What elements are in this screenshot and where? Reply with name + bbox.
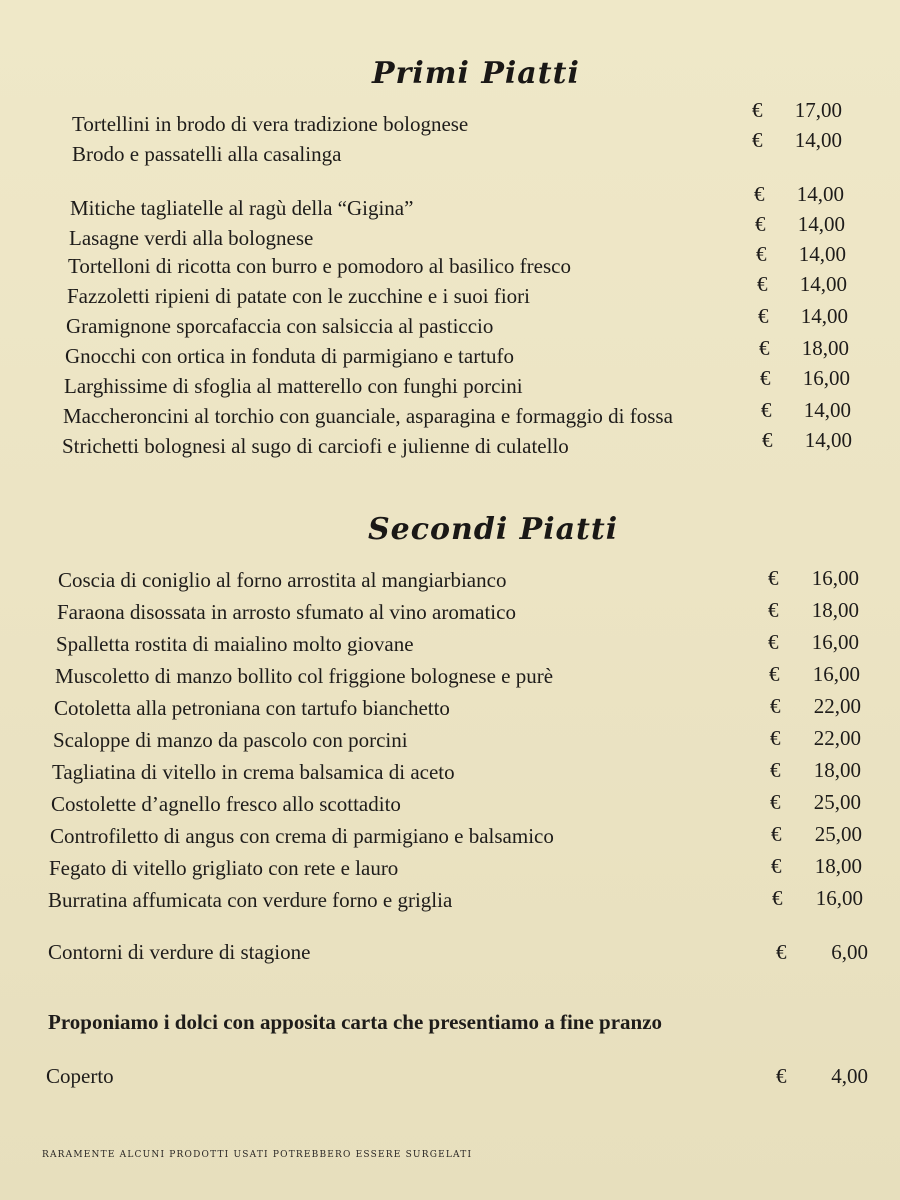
menu-item xyxy=(54,696,864,728)
currency: € xyxy=(770,758,781,782)
currency: € xyxy=(768,566,779,590)
dish-name: Costolette d’agnello fresco allo scottadito xyxy=(51,792,401,816)
dish-price: 18,00 xyxy=(811,598,859,622)
menu-item xyxy=(52,760,864,792)
dish-name: Faraona disossata in arrosto sfumato al vino aromatico xyxy=(57,600,516,624)
coperto-row xyxy=(46,1064,870,1096)
contorni-name: Contorni di verdure di stagione xyxy=(48,940,311,964)
dish-price: 14,00 xyxy=(794,128,842,152)
dish-name: Burratina affumicata con verdure forno e griglia xyxy=(48,888,453,912)
currency: € xyxy=(756,242,767,266)
dish-name: Tortellini in brodo di vera tradizione bolognese xyxy=(72,112,469,136)
dish-price: 22,00 xyxy=(813,726,861,750)
menu-item xyxy=(65,336,855,376)
dish-price: 25,00 xyxy=(813,790,861,814)
dish-name: Lasagne verdi alla bolognese xyxy=(69,226,314,250)
currency: € xyxy=(762,428,773,452)
contorni-row xyxy=(48,940,868,972)
dish-price: 14,00 xyxy=(796,182,844,206)
currency: € xyxy=(771,822,782,846)
dish-price: 17,00 xyxy=(794,98,842,122)
menu-item xyxy=(58,568,863,600)
dish-price: 22,00 xyxy=(813,694,861,718)
dish-name: Tortelloni di ricotta con burro e pomodoro al basilico fresco xyxy=(68,254,571,278)
currency: € xyxy=(768,598,779,622)
primi-title: Primi Piatti xyxy=(372,56,580,91)
currency: € xyxy=(757,272,768,296)
currency: € xyxy=(755,212,766,236)
currency: € xyxy=(771,854,782,878)
dish-price: 14,00 xyxy=(797,212,845,236)
currency: € xyxy=(769,662,780,686)
currency: € xyxy=(761,398,772,422)
dish-name: Muscoletto di manzo bollito col friggione bolognese e purè xyxy=(55,664,554,688)
menu-item xyxy=(72,98,862,144)
dish-name: Strichetti bolognesi al sugo di carciofi e julienne di culatello xyxy=(62,434,569,458)
menu-item xyxy=(51,792,864,824)
dish-name: Scaloppe di manzo da pascolo con porcini xyxy=(53,728,408,752)
menu-item xyxy=(63,398,863,436)
menu-item xyxy=(62,428,862,466)
dish-price: 16,00 xyxy=(811,630,859,654)
secondi-title: Secondi Piatti xyxy=(368,512,619,547)
currency: € xyxy=(758,304,769,328)
menu-item xyxy=(72,128,862,174)
dish-name: Spalletta rostita di maialino molto giovane xyxy=(56,632,414,656)
footer-note: RARAMENTE ALCUNI PRODOTTI USATI POTREBBERO ESSERE SURGELATI xyxy=(42,1150,473,1160)
dish-name: Maccheroncini al torchio con guanciale, asparagina e formaggio di fossa xyxy=(63,404,673,428)
dish-name: Gramignone sporcafaccia con salsiccia al pasticcio xyxy=(66,314,494,338)
menu-item xyxy=(55,664,863,696)
dish-price: 14,00 xyxy=(800,304,848,328)
dish-name: Fegato di vitello grigliato con rete e lauro xyxy=(49,856,399,880)
dish-name: Mitiche tagliatelle al ragù della “Gigina” xyxy=(70,196,414,220)
menu-item xyxy=(68,242,858,286)
currency: € xyxy=(770,726,781,750)
dish-price: 14,00 xyxy=(798,242,846,266)
menu-item xyxy=(49,856,865,888)
dish-name: Tagliatina di vitello in crema balsamica di aceto xyxy=(52,760,455,784)
dish-name: Coscia di coniglio al forno arrostita al mangiarbianco xyxy=(58,568,507,592)
dish-price: 16,00 xyxy=(802,366,850,390)
currency: € xyxy=(776,1064,787,1088)
dish-price: 16,00 xyxy=(811,566,859,590)
currency: € xyxy=(752,128,763,152)
dish-price: 18,00 xyxy=(801,336,849,360)
menu-item xyxy=(50,824,865,856)
currency: € xyxy=(752,98,763,122)
dish-name: Fazzoletti ripieni di patate con le zucchine e i suoi fiori xyxy=(67,284,530,308)
currency: € xyxy=(754,182,765,206)
currency: € xyxy=(776,940,787,964)
currency: € xyxy=(759,336,770,360)
dolci-notice: Proponiamo i dolci con apposita carta che presentiamo a fine pranzo xyxy=(48,1010,663,1034)
dish-price: 16,00 xyxy=(812,662,860,686)
coperto-name: Coperto xyxy=(46,1064,114,1088)
dish-price: 14,00 xyxy=(804,428,852,452)
currency: € xyxy=(770,790,781,814)
menu-item xyxy=(48,888,866,920)
menu-item xyxy=(66,304,856,346)
dish-price: 18,00 xyxy=(814,854,862,878)
currency: € xyxy=(760,366,771,390)
dish-name: Gnocchi con ortica in fonduta di parmigiano e tartufo xyxy=(65,344,515,368)
dish-price: 25,00 xyxy=(814,822,862,846)
menu-item xyxy=(56,632,861,664)
menu-item xyxy=(53,728,864,760)
dish-name: Controfiletto di angus con crema di parmigiano e balsamico xyxy=(50,824,554,848)
dish-price: 14,00 xyxy=(803,398,851,422)
menu-item xyxy=(67,272,857,316)
dish-name: Brodo e passatelli alla casalinga xyxy=(72,142,342,166)
currency: € xyxy=(770,694,781,718)
dish-price: 14,00 xyxy=(799,272,847,296)
dish-price: 18,00 xyxy=(813,758,861,782)
currency: € xyxy=(768,630,779,654)
menu-item xyxy=(70,182,860,228)
dish-price: 16,00 xyxy=(815,886,863,910)
dish-name: Larghissime di sfoglia al matterello con funghi porcini xyxy=(64,374,523,398)
menu-item xyxy=(57,600,862,632)
dish-name: Cotoletta alla petroniana con tartufo bianchetto xyxy=(54,696,450,720)
contorni-price: 6,00 xyxy=(831,940,868,964)
currency: € xyxy=(772,886,783,910)
menu-item xyxy=(64,366,854,406)
coperto-price: 4,00 xyxy=(831,1064,868,1088)
